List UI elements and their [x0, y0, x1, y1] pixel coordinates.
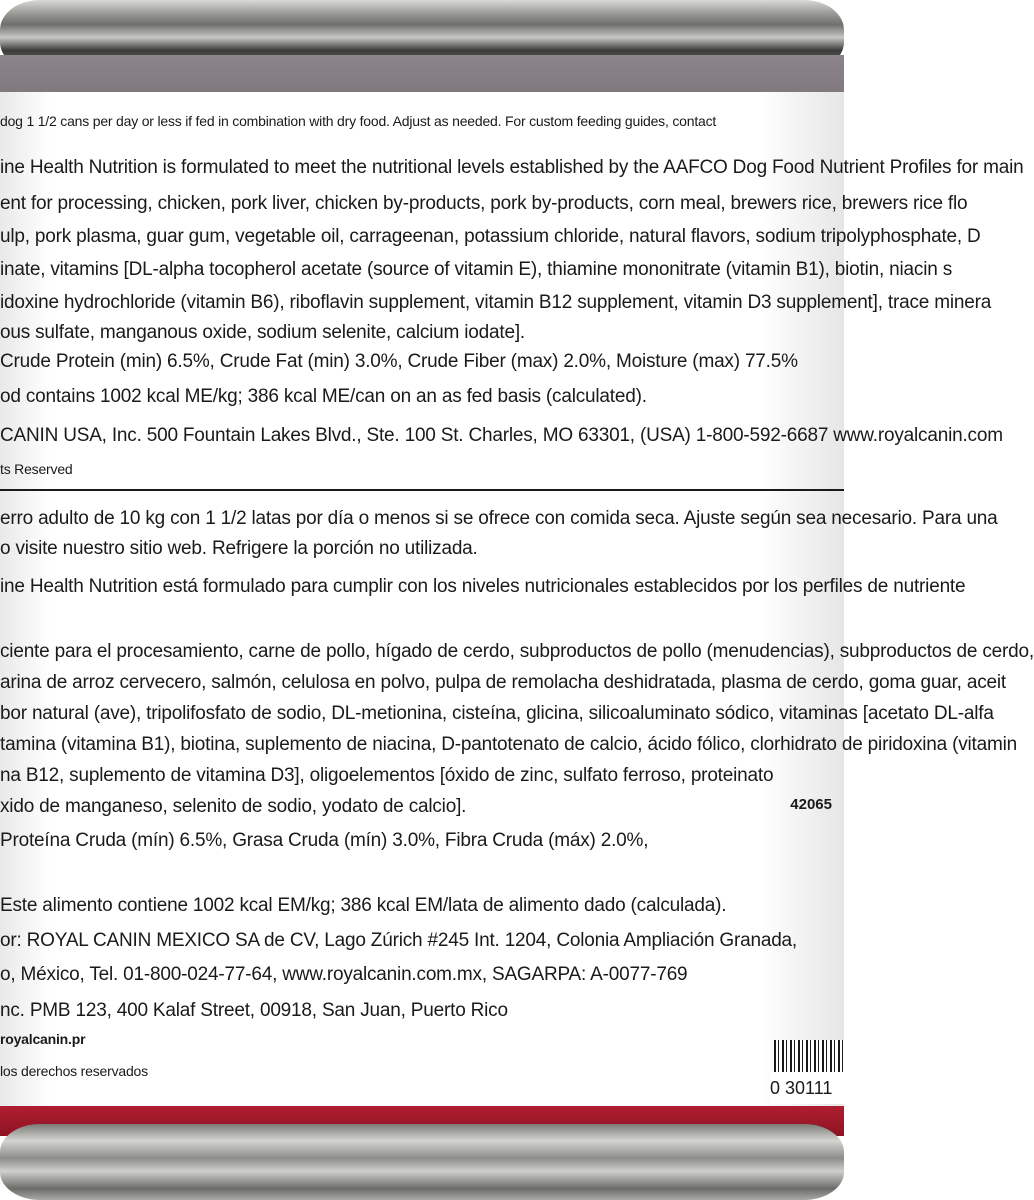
product-code: 42065: [790, 796, 832, 813]
can-bottom-rim: [0, 1124, 844, 1200]
barcode-digits: 0 30111: [770, 1072, 844, 1104]
calorie-content-es: Este alimento contiene 1002 kcal EM/kg; 386 kcal EM/lata de alimento dado (calculada).: [0, 895, 727, 916]
ingredients-line-2-es: arina de arroz cervecero, salmón, celulosa en polvo, pulpa de remolacha deshidratada, plasma de cerdo, goma guar, aceit: [0, 672, 1006, 693]
rights-es: los derechos reservados: [0, 1063, 148, 1079]
feeding-guide-es-1: erro adulto de 10 kg con 1 1/2 latas por día o menos si se ofrece con comida seca. Ajuste según sea necesario. Para una: [0, 508, 998, 529]
guaranteed-analysis-en: Crude Protein (min) 6.5%, Crude Fat (min) 3.0%, Crude Fiber (max) 2.0%, Moisture (max) 77.5%: [0, 351, 798, 372]
ingredients-line-2-en: ulp, pork plasma, guar gum, vegetable oil, carrageenan, potassium chloride, natural flavors, sodium tripolyphosphate, D: [0, 226, 981, 247]
ingredients-line-5-en: ous sulfate, manganous oxide, sodium selenite, calcium iodate].: [0, 322, 525, 343]
ingredients-line-6-es: xido de manganeso, selenito de sodio, yodato de calcio].: [0, 796, 467, 817]
importer-line-1-es: or: ROYAL CANIN MEXICO SA de CV, Lago Zúrich #245 Int. 1204, Colonia Ampliación Granada,: [0, 930, 798, 951]
ingredients-line-1-en: ent for processing, chicken, pork liver, chicken by-products, pork by-products, corn meal, brewers rice, brewers rice flo: [0, 193, 968, 214]
ingredients-line-3-es: bor natural (ave), tripolifosfato de sodio, DL-metionina, cisteína, glicina, silicoaluminato sódico, vitaminas [acetato DL-alfa: [0, 703, 994, 724]
ingredients-line-5-es: na B12, suplemento de vitamina D3], oligoelementos [óxido de zinc, sulfato ferroso, proteinato: [0, 765, 774, 786]
feeding-guide-es-2: o visite nuestro sitio web. Refrigere la porción no utilizada.: [0, 538, 478, 559]
pr-website: royalcanin.pr: [0, 1031, 86, 1047]
language-divider: [0, 489, 844, 491]
ingredients-line-3-en: inate, vitamins [DL-alpha tocopherol acetate (source of vitamin E), thiamine mononitrate (vitamin B1), biotin, niacin s: [0, 259, 952, 280]
ingredients-line-4-es: tamina (vitamina B1), biotina, suplemento de niacina, D-pantotenato de calcio, ácido fólico, clorhidrato de piridoxina (vitamin: [0, 734, 1017, 755]
nutrition-statement-en: ine Health Nutrition is formulated to meet the nutritional levels established by the AAFCO Dog Food Nutrient Profiles for main: [0, 157, 1024, 178]
guaranteed-analysis-es: Proteína Cruda (mín) 6.5%, Grasa Cruda (mín) 3.0%, Fibra Cruda (máx) 2.0%,: [0, 830, 649, 851]
importer-line-2-es: o, México, Tel. 01-800-024-77-64, www.royalcanin.com.mx, SAGARPA: A-0077-769: [0, 964, 688, 985]
feeding-guide-en: dog 1 1/2 cans per day or less if fed in combination with dry food. Adjust as needed. For custom feeding guides, contact: [0, 113, 717, 129]
ingredients-line-1-es: ciente para el procesamiento, carne de pollo, hígado de cerdo, subproductos de pollo (menudencias), subproductos de cerdo,: [0, 641, 1034, 662]
rights-en: ts Reserved: [0, 461, 73, 477]
calorie-content-en: od contains 1002 kcal ME/kg; 386 kcal ME/can on an as fed basis (calculated).: [0, 386, 647, 407]
nutrition-statement-es: ine Health Nutrition está formulado para cumplir con los niveles nutricionales establecidos por los perfiles de nutriente: [0, 576, 966, 597]
pr-address-es: nc. PMB 123, 400 Kalaf Street, 00918, San Juan, Puerto Rico: [0, 1000, 508, 1021]
ingredients-line-4-en: idoxine hydrochloride (vitamin B6), riboflavin supplement, vitamin B12 supplement, vitamin D3 supplement], trace minera: [0, 292, 992, 313]
manufacturer-address-en: CANIN USA, Inc. 500 Fountain Lakes Blvd., Ste. 100 St. Charles, MO 63301, (USA) 1-800-592-6687 www.royalcanin.com: [0, 425, 1003, 446]
